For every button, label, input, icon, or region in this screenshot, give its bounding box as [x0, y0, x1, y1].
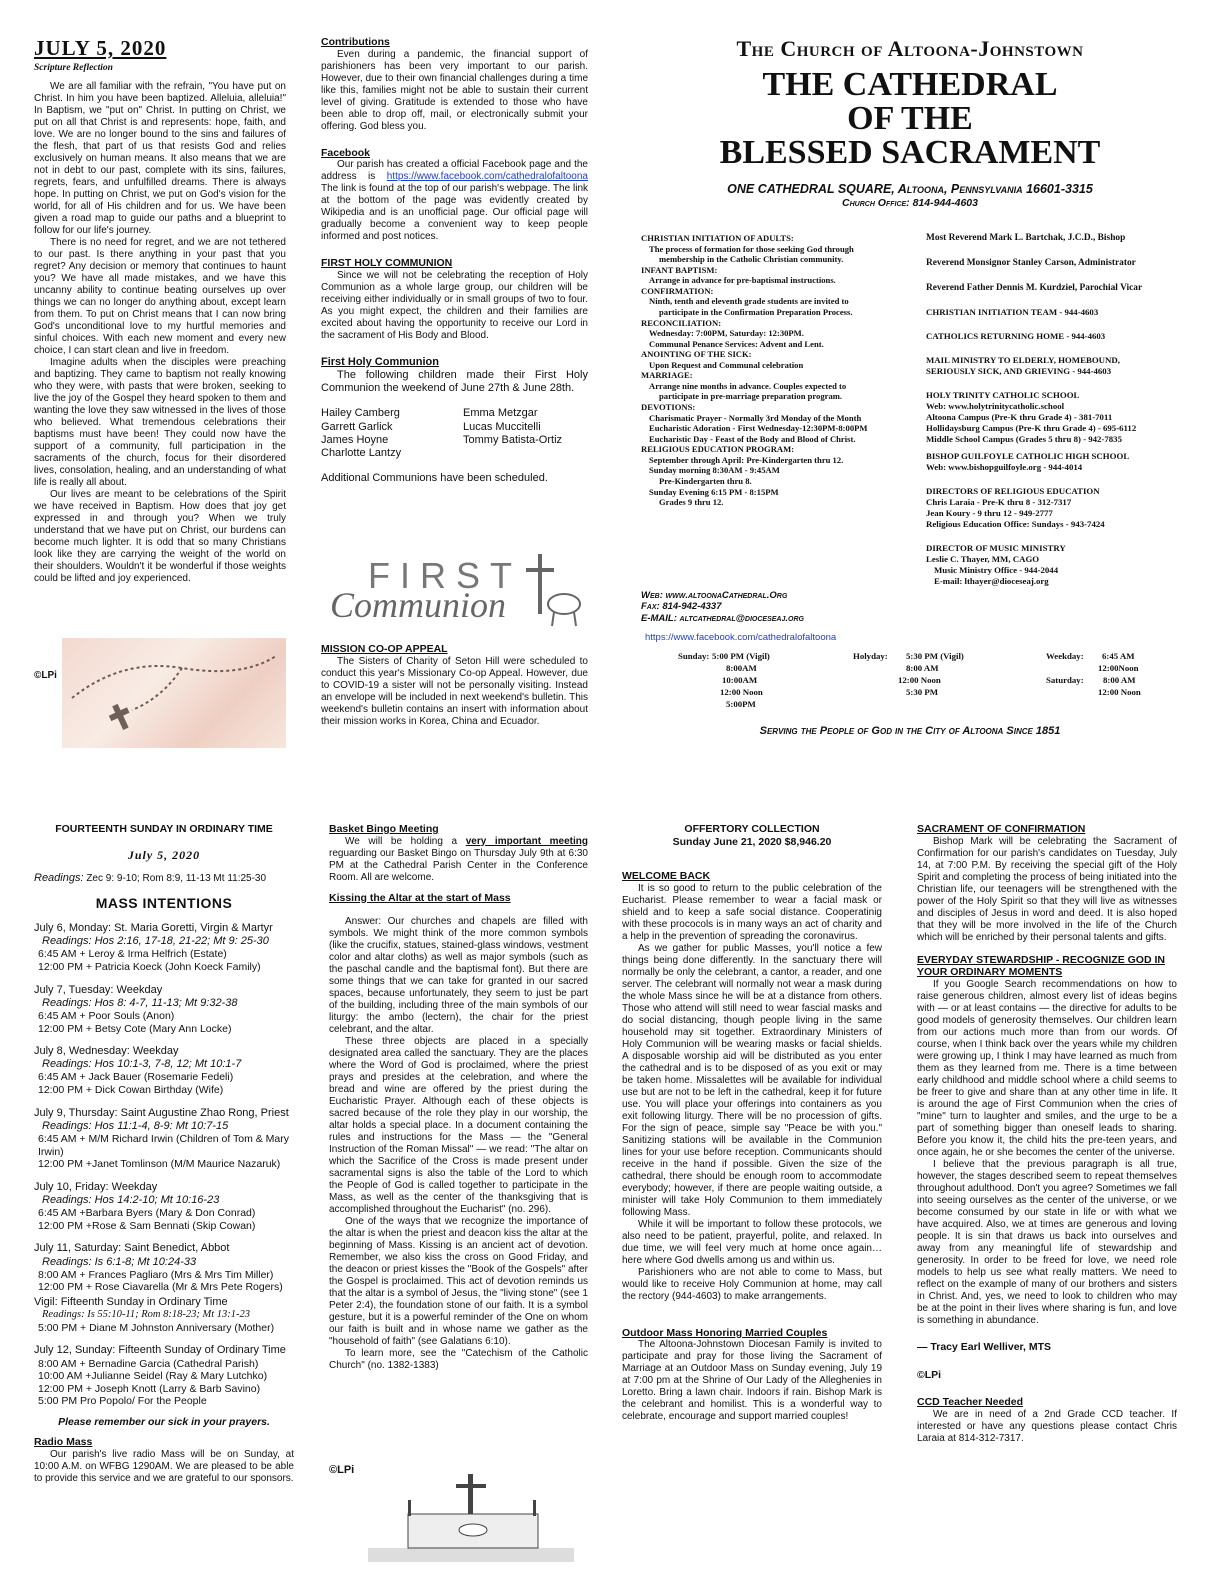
sacrament-line: Eucharistic Day - Feast of the Body and Blood of Christ.	[649, 433, 856, 444]
stewardship-column	[917, 823, 1177, 1563]
mail-ministry-1: MAIL MINISTRY TO ELDERLY, HOMEBOUND,	[926, 355, 1120, 366]
parochial-vicar: Reverend Father Dennis M. Kurdziel, Parochial Vicar	[926, 282, 1143, 293]
facebook-url[interactable]: https://www.facebook.com/cathedralofaltoona	[645, 632, 837, 643]
bingo-text: We will be holding a very important meeting reguarding our Basket Bingo on Thursday July 9th at 6:30 PM at the Cathedral Parish Center in the Conference Room. All are welcome.	[329, 835, 588, 883]
vigil-heading: Vigil: Fifteenth Sunday in Ordinary Time	[34, 1295, 228, 1308]
confirmation-text: Bishop Mark will be celebrating the Sacrament of Confirmation for our parish's candidates on Tuesday, July 14, at 7:00 P.M. By receiving the special gift of the Holy Spirit and completing the process of being initiated into the Christian life, our teenagers will be strengthened with the power of the Holy Spirit so that they will live as witnesses and disciples of Jesus in word and deed. It is also hoped that they will be more involved in the life of the Church which will be enriched by their personal talents and gifts.	[917, 835, 1177, 943]
sick-prayers-note: Please remember our sick in your prayers.	[58, 1415, 270, 1428]
intention-mass: 12:00 PM + Dick Cowan Birthday (Wife)	[38, 1084, 224, 1097]
communicant-name: Tommy Batista-Ortiz	[463, 433, 563, 446]
sacrament-line: Upon Request and Communal celebration	[649, 359, 804, 370]
ccd-text: We are in need of a 2nd Grade CCD teacher. If interested or have any questions please contact Chris Laraia at 814-312-7317.	[917, 1408, 1177, 1444]
intention-mass: 8:00 AM + Bernadine Garcia (Cathedral Parish)	[38, 1357, 259, 1370]
intention-mass: 8:00 AM + Frances Pagliaro (Mrs & Mrs Tim Miller)	[38, 1268, 274, 1281]
sacrament-line: Ninth, tenth and eleventh grade students are invited to	[649, 296, 849, 307]
welcome-back-heading: WELCOME BACK	[622, 870, 711, 883]
sacrament-line: Arrange in advance for pre-baptismal instructions.	[649, 275, 836, 286]
stewardship-p2: I believe that the previous paragraph is all true, however, the stages described seem to repeat themselves throughout adulthood. Don't you agree? Sometimes we fall into seeing ourselves as the center of the universe, or we become consumed by our state in life or with what we have acquired. Also, we at times are generous and loving people. It is sin that draws us back into ourselves and away from any meaningful life of stewardship and generosity. In order to be freed for love, we need role models to help us see what really matters. We need to reflect on the example of many of our brothers and sisters in Christ. And, yes, we need to look to children who may be at the point in their lives where sharing is fun, and love is something in abundance.	[917, 1158, 1177, 1326]
sacrament-line: Eucharistic Adoration - First Wednesday-12:30PM-8:00PM	[649, 423, 868, 434]
contributions-text: Even during a pandemic, the financial support of parishioners has been very important to our parish. However, due to their own financial challenges during a time like this, families might not be able to sustain their current level of giving. Gratitude is extended to those who have been able to drop off, mail, or electronically submit your offering. God bless you.	[321, 48, 588, 132]
dre-1: Chris Laraia - Pre-K thru 8 - 312-7317	[926, 497, 1072, 508]
mission-heading: MISSION CO-OP APPEAL	[321, 643, 448, 655]
stewardship-heading: EVERYDAY STEWARDSHIP - RECOGNIZE GOD IN YOUR ORDINARY MOMENTS	[917, 953, 1165, 979]
saturday-label: Saturday:	[1046, 675, 1084, 685]
reflection-p3: Imagine adults when the disciples were preaching and baptizing. They came to baptism not really knowing who they were, with pasts that were broken, seeking to live the joy of the Gospel they heard spoken to them and wanting the love they saw witnessed in the lives of those who believed. What tremendous celebrations their baptisms must have been! They could now have the support of a community, full participation in the sacraments of the church, focus for their disordered lives, consolation, healing, and an understanding of what life is really all about.	[34, 356, 286, 488]
cathedral-name-2: OF THE	[847, 100, 973, 138]
altar-illustration-icon	[368, 1470, 574, 1562]
sunday-mass-2: 8:00AM	[726, 663, 757, 673]
intention-mass: 12:00 PM + Joseph Knott (Larry & Barb Savino)	[38, 1382, 261, 1395]
intention-day: July 11, Saturday: Saint Benedict, Abbot	[34, 1242, 230, 1255]
bishop-guilfoyle-web: Web: www.bishopguilfoyle.org - 944-4014	[926, 462, 1083, 473]
intention-day: July 6, Monday: St. Maria Goretti, Virgin & Martyr	[34, 921, 273, 934]
intention-mass: 12:00 PM + Rose Ciavarella (Mr & Mrs Pete Rogers)	[38, 1281, 283, 1294]
bishop: Most Reverend Mark L. Bartchak, J.C.D., Bishop	[926, 233, 1126, 243]
facebook-heading: Facebook	[321, 146, 371, 159]
bingo-heading: Basket Bingo Meeting	[329, 823, 439, 835]
catholics-returning-home: CATHOLICS RETURNING HOME - 944-4603	[926, 331, 1106, 342]
communicant-name: Hailey Camberg	[321, 407, 400, 420]
weekday-mass-1: 6:45 AM	[1102, 651, 1135, 661]
cathedral-name-1: THE CATHEDRAL	[762, 66, 1058, 104]
intention-mass: 6:45 AM + Jack Bauer (Rosemarie Fedeli)	[38, 1071, 234, 1084]
intention-day: July 7, Tuesday: Weekday	[34, 983, 163, 996]
cathedral-name-3: BLESSED SACRAMENT	[719, 134, 1101, 172]
altar-p1: Answer: Our churches and chapels are filled with symbols. We might think of the more common symbols (like the crucifix, statues, stained-glass windows, vestment color and altar cloths) as well as major symbols (such as the paschal candle and the baptismal font). But there are some things that we can take for granted in our sacred spaces, because unfortunately, they seem to just be part of the building, including three of the main symbols of our liturgy: the ambo (lectern), the chair for the priest celebrant, and the altar.	[329, 916, 588, 1036]
intention-day: July 8, Wednesday: Weekday	[34, 1045, 179, 1058]
communicant-name: Lucas Muccitelli	[463, 420, 541, 433]
holyday-mass-3: 12:00 Noon	[898, 675, 941, 685]
bishop-guilfoyle-school: BISHOP GUILFOYLE CATHOLIC HIGH SCHOOL	[926, 451, 1130, 462]
sunday-label: Sunday:	[678, 651, 710, 661]
weekday-mass-2: 12:00Noon	[1098, 663, 1139, 673]
sacrament-line: Sunday morning 8:30AM - 9:45AM	[649, 465, 780, 476]
vigil-readings: Readings: Is 55:10-11; Rom 8:18-23; Mt 13:1-23	[42, 1309, 251, 1321]
holyday-mass-1: 5:30 PM (Vigil)	[906, 651, 964, 661]
sacrament-line: MARRIAGE:	[641, 370, 693, 381]
altar-p4: To learn more, see the "Catechism of the Catholic Church" (no. 1382-1383)	[329, 1348, 588, 1372]
christian-initiation-team: CHRISTIAN INITIATION TEAM - 944-4603	[926, 307, 1099, 318]
mission-text: The Sisters of Charity of Seton Hill were scheduled to conduct this year's Missionary Co-op Appeal. However, due to COVID-19 a sister will not be personally visiting. Instead an envelope will be included in next weekend's bulletin. This weekend's bulletin contains an insert with information about their mission works in Korea, China and Ecuador.	[321, 655, 588, 727]
intention-mass: 12:00 PM +Rose & Sam Bennati (Skip Cowan)	[38, 1219, 256, 1232]
sacrament-line: Arrange nine months in advance. Couples expected to	[649, 380, 847, 391]
radio-mass-heading: Radio Mass	[34, 1436, 93, 1449]
holyday-mass-4: 5:30 PM	[906, 687, 939, 697]
outdoor-mass-text: The Altoona-Johnstown Diocesan Family is invited to participate and pray for those living the Sacrament of Marriage at an Outdoor Mass on Sunday evening, July 19 at 7:00 pm at the Shrine of Our Lady of the Alleghenies in Loretto. Bring a lawn chair. Indoors if rain. Bishop Mark is the celebrant and homilist. This is a wonderful way to celebrate, encourage and support married couples!	[622, 1339, 882, 1423]
parish-tagline: Serving the People of God in the City of Altoona Since 1851	[759, 725, 1061, 737]
mass-intentions-column	[34, 823, 294, 1563]
vigil-mass: 5:00 PM + Diane M Johnston Anniversary (Mother)	[38, 1321, 275, 1334]
intention-mass: 6:45 AM + M/M Richard Irwin (Children of Tom & Mary Irwin)	[38, 1133, 290, 1158]
intention-mass: 6:45 AM + Leroy & Irma Helfrich (Estate)	[38, 948, 227, 961]
intention-mass: 6:45 AM + Poor Souls (Anon)	[38, 1009, 175, 1022]
sacrament-line: September through April: Pre-Kindergarten thru 12.	[649, 454, 844, 465]
confirmation-heading: SACRAMENT OF CONFIRMATION	[917, 823, 1086, 835]
communion-logo-text: Communion	[330, 585, 507, 625]
music-email: E-mail: lthayer@dioceseaj.org	[934, 575, 1049, 586]
sacrament-line: Pre-Kindergarten thru 8.	[659, 475, 752, 486]
first-logo-text: FIRST	[368, 555, 522, 596]
outdoor-mass-heading: Outdoor Mass Honoring Married Couples	[622, 1326, 828, 1339]
holyday-mass-2: 8:00 AM	[906, 663, 939, 673]
sacrament-line: membership in the Catholic Christian community.	[659, 254, 844, 265]
sacrament-line: RELIGIOUS EDUCATION PROGRAM:	[641, 444, 795, 455]
fax: Fax: 814-942-4337	[641, 601, 722, 613]
church-office-phone: Church Office: 814-944-4603	[842, 197, 978, 210]
sacrament-line: participate in the Confirmation Preparation Process.	[659, 306, 853, 317]
intention-readings: Readings: Hos 8: 4-7, 11-13; Mt 9:32-38	[42, 996, 238, 1009]
email[interactable]: E-MAIL: altcathedral@dioceseaj.org	[641, 612, 804, 624]
weekday-label: Weekday:	[1046, 651, 1084, 661]
kissing-altar-heading: Kissing the Altar at the start of Mass	[329, 891, 511, 904]
intention-mass: 6:45 AM +Barbara Byers (Mary & Don Conrad)	[38, 1207, 256, 1220]
sunday-readings: Zec 9: 9-10; Rom 8:9, 11-13 Mt 11:25-30	[86, 872, 267, 884]
lpi-credit: ©LPi	[34, 670, 57, 681]
hollidaysburg-campus: Hollidaysburg Campus (Pre-K thru Grade 4) - 695-6112	[926, 423, 1137, 434]
radio-mass-text: Our parish's live radio Mass will be on Sunday, at 10:00 A.M. on WFBG 1290AM. We are pleased to be able to provide this service and we are grateful to our sponsors.	[34, 1449, 294, 1485]
communicant-name: Garrett Garlick	[321, 420, 393, 433]
altar-p2: These three objects are placed in a specially designated area called the sanctuary. They are the places where the Word of God is proclaimed, where the priest prays and presides at the celebration, and where the bread and wine are offered by the priest during the Eucharistic Prayer. Although each of these objects is sacred because of the role they play in our worship, the altar holds a special place. In a document containing the rules and instructions for the Mass — the "General Instruction of the Roman Missal" — we read: "The altar on which the Sacrifice of the Cross is made present under sacramental signs is also the table of the Lord to which the People of God is called together to participate in the Mass, as well as the center of the thanksgiving that is accomplished throughout the Eucharist" (no. 296).	[329, 1036, 588, 1216]
altar-column	[329, 823, 588, 1463]
additional-communions-note: Additional Communions have been scheduled.	[321, 472, 548, 485]
intention-readings: Readings: Is 6:1-8; Mt 10:24-33	[42, 1255, 197, 1268]
religious-education-directors: DIRECTORS OF RELIGIOUS EDUCATION	[926, 486, 1100, 497]
sunday-date: July 5, 2020	[127, 847, 201, 862]
ccd-heading: CCD Teacher Needed	[917, 1395, 1024, 1408]
welcome-p3: While it will be important to follow these protocols, we also need to be patient, prayerful, polite, and relaxed. In due time, we will feel very much at home once again…here where God dwells among us and within us.	[622, 1218, 882, 1266]
facebook-text: Our parish has created a official Facebook page and the address is https://www.facebook.com/cathedralofaltoona The link is found at the top of our parish's webpage. The link at the bottom of the page was evidently created by Wikipedia and is an unofficial page. Our official page will gradually become a convenient way to keep people informed and post notices.	[321, 159, 588, 243]
intention-mass: 5:00 PM Pro Popolo/ For the People	[38, 1395, 207, 1408]
saturday-mass-1: 8:00 AM	[1103, 675, 1136, 685]
altar-p3: One of the ways that we recognize the importance of the altar is when the priest and deacon kiss the altar at the beginning of Mass. Kissing is an ancient act of devotion. Remember, we also kiss the cross on Good Friday, and the deacon or priest kisses the "Book of the Gospels" after the Gospel is proclaimed. This act of devotion reminds us that the altar is a symbol of Jesus, the "living stone" (see 1 Peter 2:4), the foundation stone of our faith. It is a symbol gesture, but it is a powerful reminder of the One on whom our faith is built and in whose name we gather as the "household of faith" (see Galatians 6:10).	[329, 1216, 588, 1348]
altoona-campus: Altoona Campus (Pre-K thru Grade 4) - 381-7011	[926, 412, 1113, 423]
holyday-label: Holyday:	[853, 651, 888, 661]
sacrament-line: INFANT BAPTISM:	[641, 264, 718, 275]
dre-2: Jean Koury - 9 thru 12 - 949-2777	[926, 508, 1053, 519]
first-holy-communion-text: Since we will not be celebrating the reception of Holy Communion as a whole large group, our children will be receiving either individually or in small groups of two to four. As you might expect, the children and their families are excited about having the opportunity to receive our Lord in the sacrament of His Body and Blood.	[321, 269, 588, 341]
mail-ministry-2: SERIOUSLY SICK, AND GRIEVING - 944-4603	[926, 366, 1112, 377]
sacrament-line: Grades 9 thru 12.	[659, 497, 724, 508]
sacrament-line: RECONCILIATION:	[641, 317, 722, 328]
sacrament-line: participate in pre-marriage preparation program.	[659, 391, 843, 402]
intention-mass: 10:00 AM +Julianne Seidel (Ray & Mary Lutchko)	[38, 1370, 268, 1383]
sacrament-line: DEVOTIONS:	[641, 402, 696, 412]
offertory-heading: OFFERTORY COLLECTION	[684, 823, 820, 835]
first-holy-communion-heading: FIRST HOLY COMMUNION	[321, 257, 453, 270]
holy-trinity-web: Web: www.holytrinitycatholic.school	[926, 401, 1065, 412]
communicant-name: Emma Metzgar	[463, 407, 538, 420]
intention-day: July 10, Friday: Weekday	[34, 1180, 158, 1193]
holy-trinity-school: HOLY TRINITY CATHOLIC SCHOOL	[926, 390, 1080, 401]
welcome-p2: As we gather for public Masses, you'll notice a few things being done differently. In the sanctuary there will normally be only the celebrant, a cantor, a reader, and one server. The celebrant will normally not wear a mask during the whole Mass since he will be at a distance from others. Those who attend will still need to wear fascial masks and do social distancing, though people living in the same household may sit together. Extraordinary Ministers of Holy Communion will be wearing masks or facial shields. A disposable worship aid will be distributed as you enter the cathedral and is to be disposed of as you exit or may be taken home. Missalettes will be available for individual use but are not to be left in the cathedral, keep it for future use. You will place your offerings into containers as you exit following liturgy. There will be no procession of gifts. For the sign of peace, simple say "Peace be with you." Sanitizing stations will be available in the Communion lines for your use before reception. Communicants should receive in the hand if possible. Given the size of the cathedral, there should be enough room to accommodate everybody; however, if there are people waiting outside, a minister will take Holy Communion to them immediately following Mass.	[622, 942, 882, 1218]
contributions-heading: Contributions	[321, 36, 390, 48]
sacrament-line: CONFIRMATION:	[641, 285, 714, 296]
first-holy-communion-list-heading: First Holy Communion	[321, 355, 439, 368]
sacrament-line: CHRISTIAN INITIATION OF ADULTS:	[641, 233, 794, 243]
facebook-link[interactable]: https://www.facebook.com/cathedralofaltoona	[386, 171, 588, 183]
sunday-title: FOURTEENTH SUNDAY IN ORDINARY TIME	[55, 823, 273, 835]
reflection-p4: Our lives are meant to be celebrations of the Spirit we have received in Baptism. How does that joy get expressed in and through you? When we truly understand that we have put on Christ, our burdens can become much lighter. It is odd that so many Christians look like they are carrying the weight of the world on their shoulders. Wouldn't it be wonderful if those weights could be lifted and joy experienced.	[34, 488, 286, 584]
website[interactable]: Web: www.altoonaCathedral.Org	[641, 590, 788, 601]
intention-readings: Readings: Hos 11:1-4, 8-9: Mt 10:7-15	[42, 1119, 229, 1132]
sacrament-line: Charismatic Prayer - Normally 3rd Monday of the Month	[649, 412, 862, 423]
intention-readings: Readings: Hos 14:2-10; Mt 10:16-23	[42, 1194, 220, 1206]
administrator: Reverend Monsignor Stanley Carson, Administrator	[926, 257, 1136, 268]
middle-school-campus: Middle School Campus (Grades 5 thru 8) - 942-7835	[926, 434, 1122, 445]
intentions-list	[34, 922, 294, 1294]
intention-mass: 12:00 PM + Betsy Cote (Mary Ann Locke)	[38, 1022, 232, 1035]
diocese-name: The Church of Altoona-Johnstown	[736, 36, 1084, 61]
intention-day: July 9, Thursday: Saint Augustine Zhao Rong, Priest	[34, 1106, 289, 1119]
communicant-name: Charlotte Lantzy	[321, 446, 402, 459]
sunday-mass-1: 5:00 PM (Vigil)	[712, 651, 770, 661]
reflection-p2: There is no need for regret, and we are not tethered to our past. Is there anything in your past that you regret? Any decision or memory that continues to haunt you? We have all made mistakes, and we have this uncanny ability to continue beating ourselves up over things we can no longer do anything about, except learn from them. To put on Christ means that I can now bring God's unconditional love to my hurtful memories and sinful choices. With each new moment and every new choice, I can start clean and live in freedom.	[34, 236, 286, 356]
sunday-intentions-heading: July 12, Sunday: Fifteenth Sunday of Ordinary Time	[34, 1344, 286, 1357]
welcome-p1: It is so good to return to the public celebration of the Eucharist. Please remember to wear a facial mask or shield and to keep a safe social distance. Cooperatinig with these prococols is in many ways an act of charity and a help in the prevention of spreading the coronavirus.	[622, 882, 882, 942]
music-office: Music Ministry Office - 944-2044	[934, 564, 1059, 575]
lpi-credit-2: ©LPi	[329, 1464, 355, 1476]
mass-intentions-heading: MASS INTENTIONS	[95, 895, 233, 912]
sunday-mass-3: 10:00AM	[722, 675, 758, 685]
lpi-credit-3: ©LPi	[917, 1369, 942, 1382]
stewardship-author: — Tracy Earl Welliver, MTS	[917, 1340, 1052, 1353]
sunday-mass-4: 12:00 Noon	[720, 687, 763, 697]
sacrament-line: Wednesday: 7:00PM, Saturday: 12:30PM.	[649, 328, 804, 339]
music-director-name: Leslie C. Thayer, MM, CAGO	[926, 554, 1040, 564]
sacrament-line: Sunday Evening 6:15 PM - 8:15PM	[649, 486, 779, 497]
scripture-reflection-title: Scripture Reflection	[34, 63, 113, 74]
saturday-mass-2: 12:00 Noon	[1098, 687, 1141, 697]
offertory-amount: Sunday June 21, 2020 $8,946.20	[672, 835, 832, 848]
mass-schedule	[0, 0, 1224, 720]
address: ONE CATHEDRAL SQUARE, Altoona, Pennsylvania 16601-3315	[727, 182, 1093, 197]
welcome-back-column	[622, 823, 882, 1563]
intention-readings: Readings: Hos 2:16, 17-18, 21-22; Mt 9: 25-30	[42, 935, 269, 948]
readings-label: Readings:	[34, 871, 84, 884]
sacrament-line: Communal Penance Services: Advent and Lent.	[649, 338, 824, 349]
sacrament-line: ANOINTING OF THE SICK:	[641, 349, 752, 360]
sunday-mass-5: 5:00PM	[726, 699, 756, 709]
intention-mass: 12:00 PM + Patricia Koeck (John Koeck Family)	[38, 960, 261, 973]
music-director-heading: DIRECTOR OF MUSIC MINISTRY	[926, 543, 1066, 554]
bulletin-date: JULY 5, 2020	[34, 36, 167, 60]
intention-mass: 12:00 PM +Janet Tomlinson (M/M Maurice Nazaruk)	[38, 1158, 281, 1171]
sacrament-line: The process of formation for those seeking God through	[649, 243, 854, 254]
reflection-p1: We are all familiar with the refrain, "You have put on Christ. In him you have been baptized. Alleluia, alleluia!" In Baptism, we "put on" Christ. In putting on Christ, we put on all that Christ is and represents: hope, faith, and love. We are no longer bound to the sins and failures of the flesh, that part of us that resists God and relies exclusively on human means. It also means that we are not in debt to our past, complete with its sins, failures, regrets, fears, and unfulfilled dreams. There is always hope. In putting on Christ, we put on God's vision for the world, for all of His children and for us. We have been given a road map to guide our paths and a blueprint to follow for our life's journey.	[34, 80, 286, 236]
stewardship-p1: If you Google Search recommendations on how to raise generous children, almost every list of ideas begins with — or at least contains — the directive for adults to be good models of generosity themselves. Our children learn from our actions much more than from our words. Of course, when I think back over the years while my children were growing up, I think I may have learned as much from them as they learned from me. There is a time between early childhood and middle school where a child seems to be freer to give and share than at any other time in life. It is around the age of First Communion when the cries of "mine" turn to laughter and smiles, and the urge to be a part of something bigger than oneself leads to sharing. Before you know it, the child hits the pre-teen years, and once again, he or she becomes the center of the universe.	[917, 978, 1177, 1158]
welcome-p4: Parishioners who are not able to come to Mass, but would like to receive Holy Communion at home, may call the rectory (944-4603) to make arrangements.	[622, 1266, 882, 1302]
first-holy-communion-list-intro: The following children made their First Holy Communion the weekend of June 27th & June 28th.	[321, 368, 588, 395]
communicant-name: James Hoyne	[321, 433, 389, 446]
dre-3: Religious Education Office: Sundays - 943-7424	[926, 519, 1105, 530]
intention-readings: Readings: Hos 10:1-3, 7-8, 12; Mt 10:1-7	[42, 1058, 242, 1071]
sunday-intentions	[34, 1358, 294, 1408]
